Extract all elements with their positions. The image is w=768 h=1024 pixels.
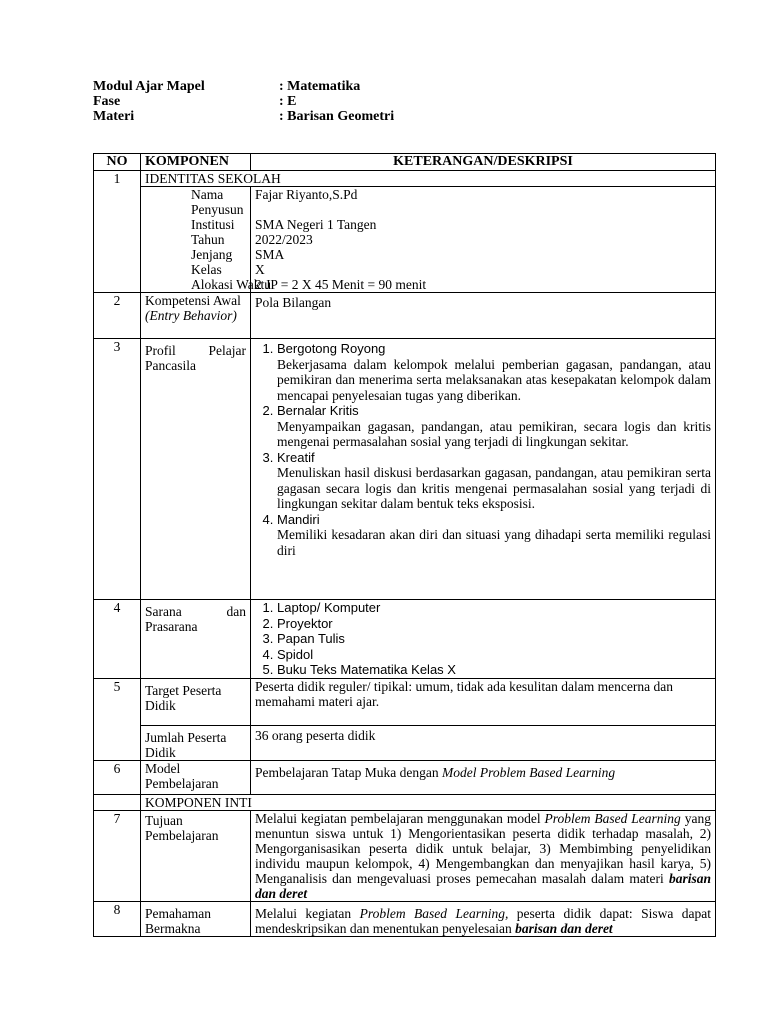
row-number: 7 [94, 810, 141, 901]
pemahaman-row [94, 901, 716, 936]
target-row [94, 678, 716, 725]
profil-item-title: Mandiri [277, 511, 320, 527]
jumlah-label: Jumlah Peserta Didik [141, 725, 251, 760]
target-label: Target Peserta Didik [141, 678, 251, 725]
row-number: 2 [94, 293, 141, 339]
identitas-key: Kelas [191, 262, 222, 277]
header-key: Materi [93, 109, 135, 124]
row-number: 5 [94, 678, 141, 760]
identitas-key: Alokasi Waktu [191, 277, 272, 292]
module-table [93, 153, 716, 937]
list-item [277, 512, 711, 559]
profil-label: Profil Pelajar Pancasila [141, 339, 251, 600]
identitas-value: SMA [255, 247, 285, 262]
identitas-key: Nama Penyusun [191, 187, 244, 217]
jumlah-value: 36 orang peserta didik [251, 725, 716, 760]
model-label: Model Pembelajaran [141, 760, 251, 794]
row-number: 8 [94, 901, 141, 936]
target-value: Peserta didik reguler/ tipikal: umum, tidak ada kesulitan dalam mencerna dan memahami materi ajar. [251, 678, 716, 725]
jumlah-row [94, 725, 716, 760]
sarana-label: Sarana dan Prasarana [141, 600, 251, 679]
header-row-mapel [93, 79, 493, 95]
tujuan-text-italic: Problem Based Learning [544, 810, 681, 826]
identitas-value: 2022/2023 [255, 232, 313, 247]
col-no-header: NO [94, 154, 141, 171]
list-item: 3. Papan Tulis [277, 631, 711, 647]
tujuan-row [94, 810, 716, 901]
list-item: 4. Spidol [277, 647, 711, 663]
row-number: 6 [94, 760, 141, 794]
header-row-materi [93, 109, 493, 125]
list-item: 1. Laptop/ Komputer [277, 600, 711, 616]
identitas-value: 2 JP = 2 X 45 Menit = 90 menit [255, 277, 427, 292]
model-value: Pembelajaran Tatap Muka dengan [255, 764, 442, 780]
module-header [93, 79, 493, 129]
profil-row [94, 339, 716, 600]
list-item: 2. Proyektor [277, 616, 711, 632]
header-value: : Barisan Geometri [279, 109, 395, 124]
sarana-list [255, 600, 711, 678]
header-row-fase [93, 94, 493, 110]
pemahaman-text-2: peserta didik dapat: Siswa dapat mendeskripsikan dan menentukan penyelesaian [255, 905, 712, 936]
identitas-detail-row [94, 187, 716, 293]
identitas-value: X [255, 262, 265, 277]
identitas-key: Tahun [191, 232, 225, 247]
profil-list [255, 341, 711, 558]
list-item [277, 403, 711, 450]
pemahaman-text [251, 901, 716, 936]
pemahaman-text-1: Melalui kegiatan [255, 905, 360, 921]
row-number: 4 [94, 600, 141, 679]
identitas-value: SMA Negeri 1 Tangen [255, 217, 377, 232]
tujuan-text-2: yang menuntun siswa untuk 1) Mengorientasikan peserta didik terhadap masalah, 2) Mengorganisasikan peserta didik untuk belajar, 3) Membimbing penyelidikan individu maupun kelompok, 4) Mengembangkan dan menyajikan hasil karya, 5) Menganalisis dan mengevaluasi proses pemecahan masalah dalam materi [255, 810, 711, 886]
profil-item-desc: Memiliki kesadaran akan diri dan situasi yang dihadapi serta memiliki regulasi diri [277, 527, 711, 558]
sarana-list-cell [251, 600, 716, 679]
pemahaman-text-italic: Problem Based Learning, [359, 905, 509, 921]
model-value-italic: Model Problem Based Learning [442, 764, 616, 780]
list-item [277, 450, 711, 512]
header-value: : E [279, 94, 297, 109]
identitas-key: Jenjang [191, 247, 233, 262]
identitas-title: IDENTITAS SEKOLAH [141, 171, 716, 187]
pemahaman-label: Pemahaman Bermakna [141, 901, 251, 936]
identitas-key: Institusi [191, 217, 235, 232]
profil-item-desc: Menyampaikan gagasan, pandangan, atau pemikiran, secara logis dan kritis mengenai permasalahan sosial yang terjadi di lingkungan sekitar. [277, 418, 711, 449]
identitas-row [94, 171, 716, 187]
header-value: : Matematika [279, 79, 361, 94]
profil-list-cell [251, 339, 716, 600]
identitas-value: Fajar Riyanto,S.Pd [255, 187, 358, 202]
profil-item-desc: Menuliskan hasil diskusi berdasarkan gagasan, pandangan, atau pemikiran serta gagasan secara logis dan kritis mengenai permasalahan sosial yang terjadi di lingkungan sekitar dalam bentuk teks eksposisi. [277, 465, 711, 511]
tujuan-text-bold: barisan dan deret [255, 870, 711, 901]
komponen-inti-row [94, 794, 716, 810]
header-key: Modul Ajar Mapel [93, 79, 205, 94]
row-number: 1 [94, 171, 141, 293]
model-value-cell [251, 760, 716, 794]
row-number: 3 [94, 339, 141, 600]
pemahaman-text-bold: barisan dan deret [515, 920, 613, 936]
col-keterangan-header: KETERANGAN/DESKRIPSI [251, 154, 716, 171]
kompetensi-label-cell [141, 293, 251, 339]
profil-item-desc: Bekerjasama dalam kelompok melalui pemberian gagasan, pandangan, atau pemikiran dan menerima serta melaksanakan atas kesepakatan kelompok dalam mencapai penyelesaian tugas yang diberikan. [277, 356, 711, 403]
identitas-values [251, 187, 716, 293]
list-item: 5. Buku Teks Matematika Kelas X [277, 662, 711, 678]
table-header-row [94, 154, 716, 171]
kompetensi-row [94, 293, 716, 339]
komponen-inti-empty [94, 794, 141, 810]
kompetensi-label-italic: (Entry Behavior) [145, 308, 237, 323]
profil-item-title: Kreatif [277, 449, 315, 465]
tujuan-text-1: Melalui kegiatan pembelajaran menggunakan model [255, 810, 545, 826]
profil-item-title: Bernalar Kritis [277, 403, 359, 418]
tujuan-text [251, 810, 716, 901]
list-item [277, 341, 711, 403]
col-komponen-header: KOMPONEN [141, 154, 251, 171]
sarana-row [94, 600, 716, 679]
tujuan-label: Tujuan Pembelajaran [141, 810, 251, 901]
komponen-inti-title: KOMPONEN INTI [141, 794, 716, 810]
kompetensi-value: Pola Bilangan [251, 293, 716, 339]
header-key: Fase [93, 94, 121, 109]
profil-item-title: Bergotong Royong [277, 341, 386, 356]
kompetensi-label: Kompetensi Awal [145, 293, 241, 308]
model-row [94, 760, 716, 794]
